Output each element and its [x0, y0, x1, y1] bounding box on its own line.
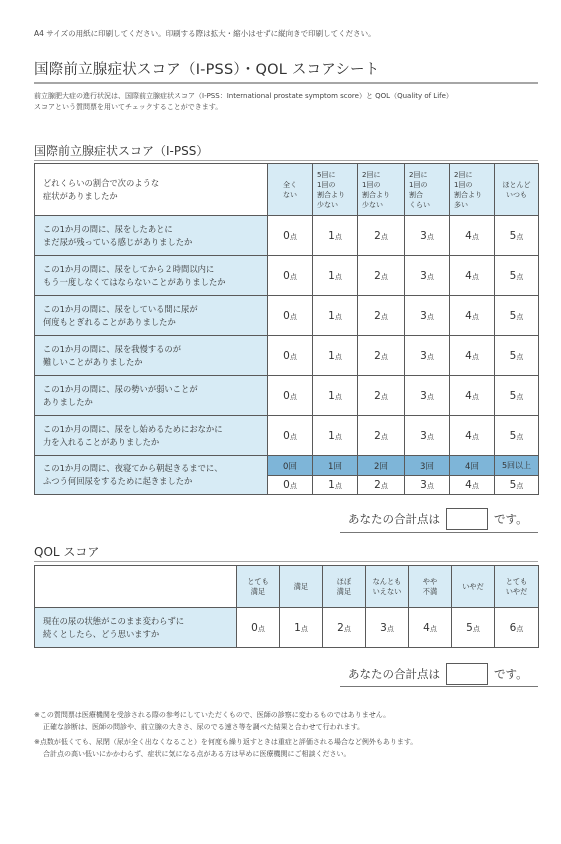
- col-header-line: 少ない: [362, 200, 383, 209]
- ipss-score-option[interactable]: [268, 476, 313, 495]
- ipss-question-row: [35, 416, 539, 456]
- ipss-question-line: この1か月の間に、尿を我慢するのが: [43, 343, 182, 354]
- score-number: 1: [328, 429, 335, 442]
- ipss-col-header: [495, 164, 539, 216]
- col-header-line: 割合: [409, 190, 423, 199]
- score-unit: 点: [471, 482, 479, 490]
- ipss-question: [35, 336, 268, 376]
- score-number: 0: [283, 309, 290, 322]
- score-number: 1: [328, 389, 335, 402]
- ipss-heading: 国際前立腺症状スコア（I-PSS）: [34, 144, 209, 158]
- ipss-score-option[interactable]: [405, 476, 450, 495]
- col-header-line: とても: [247, 576, 269, 586]
- footnote-line: ※この質問票は医療機関を受診される際の参考にしていただくもので、医師の診察に変わるものではありません。: [34, 711, 391, 719]
- ipss-question-line: 難しいことがありましたか: [43, 356, 143, 367]
- score-unit: 点: [380, 272, 388, 281]
- ipss-question: [35, 456, 268, 495]
- score-number: 3: [420, 479, 427, 491]
- ipss-score-option[interactable]: [313, 376, 358, 416]
- ipss-score-option[interactable]: [405, 216, 450, 256]
- ipss-score-option[interactable]: [358, 256, 405, 296]
- ipss-total-label: あなたの合計点は: [348, 512, 440, 526]
- qol-col-header: [366, 566, 409, 608]
- score-unit: 点: [380, 352, 388, 361]
- score-unit: 点: [471, 272, 479, 281]
- score-unit: 点: [516, 352, 524, 361]
- ipss-score-option[interactable]: [358, 376, 405, 416]
- score-number: 4: [465, 429, 472, 442]
- qol-total-label: あなたの合計点は: [348, 667, 440, 681]
- score-number: 1: [328, 229, 335, 242]
- footnotes: [34, 710, 544, 764]
- score-number: 5: [509, 429, 517, 442]
- col-header-line: 満足: [336, 586, 352, 596]
- ipss-score-option[interactable]: [358, 416, 405, 456]
- score-number: 1: [328, 269, 335, 282]
- col-header-line: 5回に: [317, 170, 336, 179]
- score-unit: 点: [471, 232, 479, 241]
- score-unit: 点: [516, 624, 524, 633]
- qol-score-option[interactable]: [409, 608, 452, 648]
- ipss-score-option[interactable]: [268, 416, 313, 456]
- ipss-score-option[interactable]: [450, 336, 495, 376]
- ipss-score-option[interactable]: [450, 256, 495, 296]
- score-unit: 点: [380, 392, 388, 401]
- score-unit: 点: [289, 482, 297, 490]
- score-unit: 点: [472, 624, 480, 633]
- col-header-line: いつも: [506, 190, 527, 199]
- ipss-question-line: この1か月の間に、尿をしてから２時間以内に: [43, 263, 215, 274]
- score-unit: 点: [289, 312, 297, 321]
- col-header-line: 多い: [454, 200, 468, 209]
- ipss-question-row: [35, 336, 539, 376]
- qol-col-header: [495, 566, 539, 608]
- score-number: 2: [374, 349, 381, 362]
- ipss-col-header: [313, 164, 358, 216]
- page-title: 国際前立腺症状スコア（I-PSS）・QOL スコアシート: [34, 62, 380, 78]
- score-number: 2: [374, 269, 381, 282]
- qol-question-line: 現在の尿の状態がこのまま変わらずに: [43, 615, 185, 626]
- ipss-score-option[interactable]: [450, 296, 495, 336]
- ipss-score-option[interactable]: [495, 256, 539, 296]
- score-number: 1: [328, 309, 335, 322]
- score-number: 0: [283, 229, 290, 242]
- ipss-score-option[interactable]: [405, 296, 450, 336]
- ipss-score-option[interactable]: [358, 336, 405, 376]
- score-unit: 点: [334, 482, 342, 490]
- score-unit: 点: [426, 482, 434, 490]
- col-header-line: 1回の: [454, 180, 473, 189]
- col-header-line: 1回の: [317, 180, 336, 189]
- qol-score-option[interactable]: [452, 608, 495, 648]
- ipss-score-option[interactable]: [313, 296, 358, 336]
- col-header-line: やや: [422, 576, 438, 586]
- qol-score-option[interactable]: [366, 608, 409, 648]
- score-number: 3: [420, 429, 427, 442]
- col-header-line: 割合より: [362, 190, 390, 199]
- score-unit: 点: [426, 432, 434, 441]
- ipss-question-row: [35, 376, 539, 416]
- score-unit: 点: [334, 312, 342, 321]
- score-number: 1: [294, 621, 301, 634]
- nocturia-count: 1回: [313, 456, 358, 476]
- ipss-total: [348, 508, 528, 530]
- ipss-score-option[interactable]: [405, 416, 450, 456]
- score-number: 5: [509, 389, 517, 402]
- col-header-line: いやだ: [505, 586, 528, 596]
- qol-question-line: 続くとしたら、どう思いますか: [43, 628, 160, 639]
- ipss-question: [35, 376, 268, 416]
- score-number: 5: [509, 269, 517, 282]
- score-unit: 点: [516, 232, 524, 241]
- ipss-score-option[interactable]: [450, 376, 495, 416]
- score-number: 0: [283, 389, 290, 402]
- footnote: [34, 737, 544, 760]
- ipss-question: [35, 416, 268, 456]
- ipss-question-row: [35, 216, 539, 256]
- ipss-score-option[interactable]: [450, 416, 495, 456]
- score-unit: 点: [426, 272, 434, 281]
- ipss-score-option[interactable]: [495, 296, 539, 336]
- qol-col-header: [280, 566, 323, 608]
- score-number: 0: [283, 349, 290, 362]
- ipss-header-row: [35, 164, 539, 216]
- ipss-score-option[interactable]: [358, 296, 405, 336]
- score-number: 3: [420, 389, 427, 402]
- ipss-question-line: ふつう何回尿をするために起きましたか: [43, 476, 193, 486]
- col-header-line: ほとんど: [502, 180, 531, 189]
- qol-table: [34, 565, 539, 648]
- score-unit: 点: [516, 482, 524, 490]
- ipss-score-option[interactable]: [313, 216, 358, 256]
- qol-score-option[interactable]: [495, 608, 539, 648]
- score-number: 4: [465, 269, 472, 282]
- ipss-score-option[interactable]: [495, 336, 539, 376]
- score-number: 4: [423, 621, 430, 634]
- nocturia-count: 0回: [268, 456, 313, 476]
- ipss-question-line: もう一度しなくてはならないことがありましたか: [43, 276, 226, 287]
- score-number: 4: [465, 389, 472, 402]
- score-unit: 点: [429, 624, 437, 633]
- ipss-score-option[interactable]: [313, 416, 358, 456]
- score-number: 4: [465, 479, 472, 491]
- score-unit: 点: [380, 312, 388, 321]
- ipss-question-row: [35, 456, 539, 476]
- ipss-question-line: この1か月の間に、尿をし始めるためにおなかに: [43, 423, 223, 434]
- score-unit: 点: [516, 432, 524, 441]
- ipss-score-option[interactable]: [358, 476, 405, 495]
- qol-heading-divider: [34, 561, 538, 562]
- qol-col-header: [237, 566, 280, 608]
- ipss-score-option[interactable]: [405, 256, 450, 296]
- score-number: 1: [328, 479, 335, 491]
- score-unit: 点: [471, 392, 479, 401]
- score-number: 4: [465, 309, 472, 322]
- col-header-line: いえない: [372, 586, 402, 596]
- nocturia-count: 5回以上: [495, 456, 539, 476]
- col-header-line: 2回に: [409, 170, 428, 179]
- qol-question: [35, 608, 237, 648]
- ipss-question-line: 力を入れることがありましたか: [43, 436, 160, 447]
- score-number: 3: [420, 309, 427, 322]
- qol-score-option[interactable]: [280, 608, 323, 648]
- header-question-line: どれくらいの割合で次のような: [43, 177, 160, 188]
- ipss-score-option[interactable]: [495, 416, 539, 456]
- title-divider: [34, 82, 538, 84]
- qol-total-underline: [340, 686, 538, 687]
- score-unit: 点: [471, 352, 479, 361]
- score-unit: 点: [380, 432, 388, 441]
- ipss-col-header: [268, 164, 313, 216]
- col-header-line: 少ない: [317, 200, 338, 209]
- ipss-col-header: [450, 164, 495, 216]
- score-number: 0: [283, 479, 290, 491]
- score-number: 3: [420, 229, 427, 242]
- score-number: 5: [509, 309, 517, 322]
- score-number: 2: [374, 389, 381, 402]
- qol-total-suffix: です。: [494, 667, 528, 681]
- col-header-line: 1回の: [362, 180, 381, 189]
- header-question-line: 症状がありましたか: [43, 190, 118, 201]
- ipss-score-option[interactable]: [495, 376, 539, 416]
- col-header-line: 不満: [422, 586, 438, 596]
- footnote: [34, 710, 544, 733]
- qol-header-blank: [35, 566, 237, 608]
- ipss-score-option[interactable]: [495, 216, 539, 256]
- score-number: 5: [466, 621, 473, 634]
- ipss-question: [35, 256, 268, 296]
- score-unit: 点: [426, 232, 434, 241]
- score-unit: 点: [289, 352, 297, 361]
- col-header-line: 2回に: [362, 170, 381, 179]
- ipss-score-option[interactable]: [495, 476, 539, 495]
- col-header-line: ほぼ: [336, 576, 352, 586]
- score-number: 3: [420, 349, 427, 362]
- ipss-total-underline: [340, 532, 538, 533]
- score-unit: 点: [426, 352, 434, 361]
- intro-line: 前立腺肥大症の進行状況は、国際前立腺症状スコア（I-PSS：International prostate symptom score）と QOL（Quality of Life）: [34, 92, 453, 100]
- score-unit: 点: [289, 272, 297, 281]
- intro-text: [34, 91, 544, 113]
- score-unit: 点: [334, 272, 342, 281]
- score-number: 0: [251, 621, 258, 634]
- qol-total: [348, 663, 528, 685]
- score-unit: 点: [471, 432, 479, 441]
- ipss-score-option[interactable]: [450, 476, 495, 495]
- qol-score-option[interactable]: [237, 608, 280, 648]
- ipss-table: [34, 163, 539, 495]
- col-header-line: 割合より: [317, 190, 345, 199]
- score-number: 1: [328, 349, 335, 362]
- score-unit: 点: [289, 432, 297, 441]
- score-unit: 点: [334, 432, 342, 441]
- qol-col-header: [452, 566, 495, 608]
- qol-heading: QOL スコア: [34, 545, 100, 559]
- ipss-score-option[interactable]: [450, 216, 495, 256]
- footnote-line: 正確な診断は、医師の問診や、前立腺の大きさ、尿のでる速さ等を調べた結果と合わせて行われます。: [43, 722, 365, 731]
- score-number: 2: [374, 309, 381, 322]
- score-unit: 点: [257, 624, 265, 633]
- ipss-question-line: ありましたか: [43, 396, 93, 407]
- score-unit: 点: [289, 232, 297, 241]
- ipss-score-option[interactable]: [405, 376, 450, 416]
- ipss-total-input[interactable]: [446, 508, 488, 530]
- ipss-col-header: [358, 164, 405, 216]
- score-number: 6: [509, 621, 517, 634]
- score-unit: 点: [516, 272, 524, 281]
- col-header-line: 割合より: [454, 190, 482, 199]
- col-header-line: 満足: [250, 586, 266, 596]
- ipss-question-row: [35, 256, 539, 296]
- ipss-question-line: 何度もとぎれることがありましたか: [43, 316, 176, 327]
- score-unit: 点: [334, 392, 342, 401]
- score-number: 4: [465, 229, 472, 242]
- ipss-question-line: まだ尿が残っている感じがありましたか: [43, 236, 193, 247]
- score-number: 3: [380, 621, 387, 634]
- score-unit: 点: [289, 392, 297, 401]
- ipss-score-option[interactable]: [313, 256, 358, 296]
- score-unit: 点: [471, 312, 479, 321]
- ipss-question-line: この1か月の間に、尿をしている間に尿が: [43, 303, 198, 314]
- ipss-score-option[interactable]: [405, 336, 450, 376]
- score-unit: 点: [386, 624, 394, 633]
- qol-total-input[interactable]: [446, 663, 488, 685]
- ipss-score-option[interactable]: [358, 216, 405, 256]
- score-number: 0: [283, 269, 290, 282]
- nocturia-count: 2回: [358, 456, 405, 476]
- score-unit: 点: [516, 392, 524, 401]
- ipss-heading-divider: [34, 160, 538, 161]
- score-number: 2: [337, 621, 344, 634]
- qol-col-header: [323, 566, 366, 608]
- score-unit: 点: [426, 392, 434, 401]
- score-unit: 点: [426, 312, 434, 321]
- intro-line: スコアという質問票を用いてチェックすることができます。: [34, 103, 223, 111]
- qol-header-row: [35, 566, 539, 608]
- score-unit: 点: [380, 482, 388, 490]
- ipss-score-option[interactable]: [313, 476, 358, 495]
- ipss-score-option[interactable]: [268, 376, 313, 416]
- nocturia-count: 4回: [450, 456, 495, 476]
- score-unit: 点: [380, 232, 388, 241]
- qol-col-header: [409, 566, 452, 608]
- ipss-score-option[interactable]: [268, 296, 313, 336]
- ipss-col-header: [405, 164, 450, 216]
- col-header-line: ない: [283, 190, 297, 199]
- col-header-line: 1回の: [409, 180, 428, 189]
- qol-score-option[interactable]: [323, 608, 366, 648]
- ipss-header-question: [35, 164, 268, 216]
- score-number: 0: [283, 429, 290, 442]
- ipss-score-option[interactable]: [313, 336, 358, 376]
- ipss-score-option[interactable]: [268, 336, 313, 376]
- score-number: 2: [374, 229, 381, 242]
- ipss-score-option[interactable]: [268, 256, 313, 296]
- col-header-line: 2回に: [454, 170, 473, 179]
- score-unit: 点: [334, 352, 342, 361]
- col-header-line: なんとも: [372, 576, 402, 586]
- score-unit: 点: [300, 624, 308, 633]
- ipss-question: [35, 296, 268, 336]
- score-number: 5: [509, 479, 517, 491]
- score-unit: 点: [516, 312, 524, 321]
- score-unit: 点: [334, 232, 342, 241]
- score-number: 2: [374, 429, 381, 442]
- col-header-line: とても: [505, 576, 528, 586]
- ipss-score-option[interactable]: [268, 216, 313, 256]
- col-header-line: いやだ: [462, 581, 484, 591]
- score-number: 2: [374, 479, 381, 491]
- score-unit: 点: [343, 624, 351, 633]
- score-number: 5: [509, 349, 517, 362]
- col-header-line: 全く: [283, 180, 297, 189]
- col-header-line: 満足: [293, 581, 309, 591]
- col-header-line: くらい: [409, 200, 430, 209]
- footnote-line: ※点数が低くても、尿閉（尿が全く出なくなること）を何度も繰り返すときは重症と評価される場合など例外もあります。: [34, 738, 418, 746]
- qol-question-row: [35, 608, 539, 648]
- ipss-question: [35, 216, 268, 256]
- ipss-total-suffix: です。: [494, 512, 528, 526]
- ipss-question-line: この1か月の間に、尿の勢いが弱いことが: [43, 383, 198, 394]
- score-number: 5: [509, 229, 517, 242]
- ipss-question-row: [35, 296, 539, 336]
- ipss-question-line: この1か月の間に、夜寝てから朝起きるまでに、: [43, 463, 223, 473]
- ipss-question-line: この1か月の間に、尿をしたあとに: [43, 223, 173, 234]
- score-number: 3: [420, 269, 427, 282]
- score-number: 4: [465, 349, 472, 362]
- footnote-line: 合計点の高い低いにかかわらず、症状に気になる点がある方は早めに医療機関にご相談ください。: [43, 749, 351, 758]
- print-notice: A4 サイズの用紙に印刷してください。印刷する際は拡大・縮小はせずに縦向きで印刷してください。: [34, 29, 376, 38]
- nocturia-count: 3回: [405, 456, 450, 476]
